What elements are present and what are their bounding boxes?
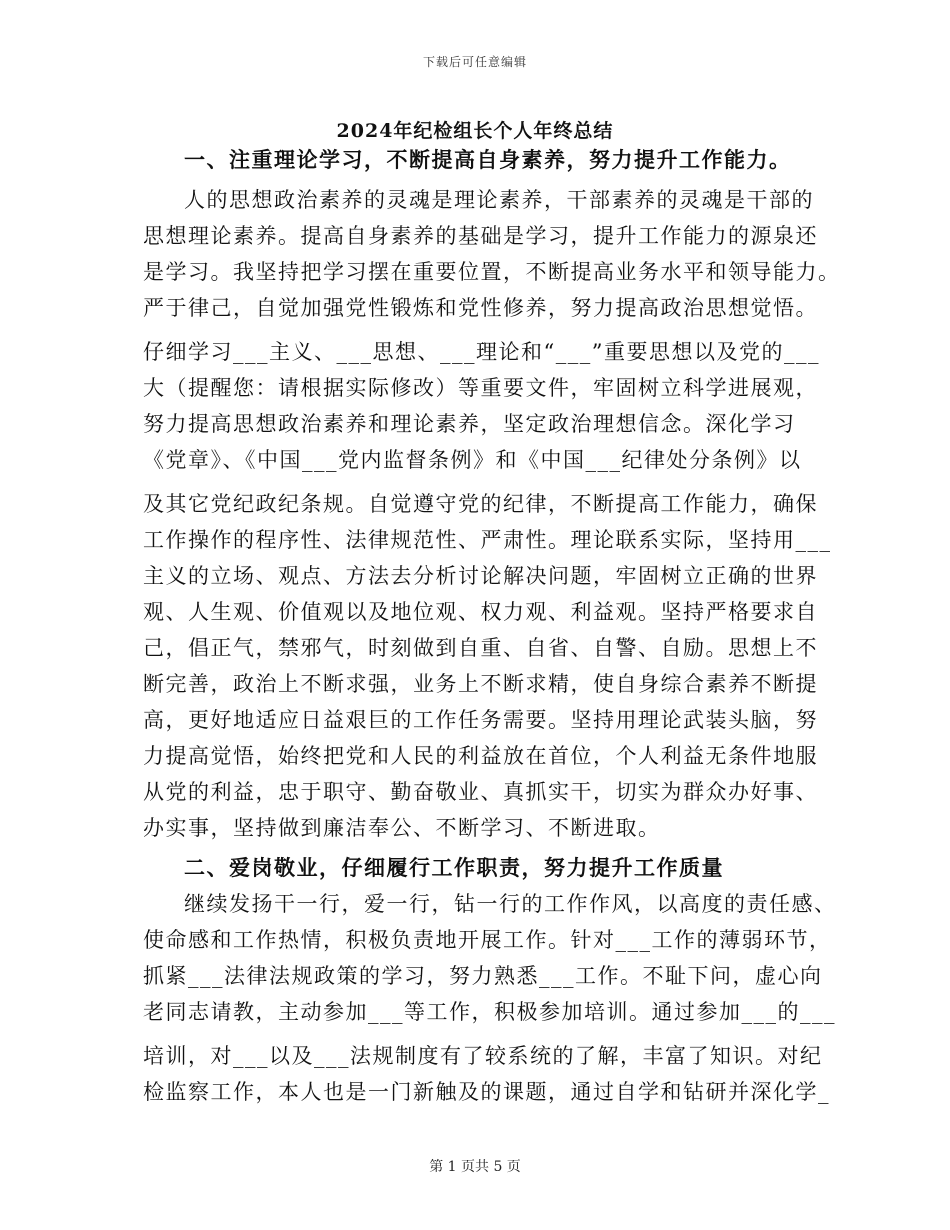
document-title: 2024年纪检组长个人年终总结 — [336, 120, 614, 142]
paragraph-line: 思想理论素养。提高自身素养的基础是学习，提升工作能力的源泉还 — [143, 224, 818, 248]
paragraph-line: 己，倡正气，禁邪气，时刻做到自重、自省、自警、自励。思想上不 — [143, 636, 818, 660]
paragraph-line: 仔细学习___主义、___思想、___理论和“___”重要思想以及党的___ — [143, 340, 820, 364]
header-note: 下载后可任意编辑 — [422, 55, 527, 69]
paragraph-line: 《党章》、《中国___党内监督条例》和《中国___纪律处分条例》以 — [143, 448, 802, 472]
paragraph-line: 力提高觉悟，始终把党和人民的利益放在首位，个人利益无条件地服 — [143, 744, 818, 768]
paragraph-line: 继续发扬干一行，爱一行，钻一行的工作作风，以高度的责任感、 — [184, 892, 837, 916]
paragraph-line: 主义的立场、观点、方法去分析讨论解决问题，牢固树立正确的世界 — [143, 564, 818, 588]
paragraph-line: 高，更好地适应日益艰巨的工作任务需要。坚持用理论武装头脑，努 — [143, 708, 818, 732]
paragraph-line: 人的思想政治素养的灵魂是理论素养，干部素养的灵魂是干部的 — [184, 188, 814, 212]
paragraph-line: 抓紧___法律法规政策的学习，努力熟悉___工作。不耻下问，虚心向 — [143, 964, 823, 988]
paragraph-line: 办实事，坚持做到廉洁奉公、不断学习、不断进取。 — [143, 816, 661, 840]
paragraph-line: 老同志请教，主动参加___等工作，积极参加培训。通过参加___的___ — [143, 1000, 836, 1024]
paragraph-line: 培训，对___以及___法规制度有了较系统的了解，丰富了知识。对纪 — [143, 1044, 823, 1068]
paragraph-line: 大（提醒您：请根据实际修改）等重要文件，牢固树立科学进展观， — [143, 376, 818, 400]
paragraph-line: 检监察工作，本人也是一门新触及的课题，通过自学和钻研并深化学_ — [143, 1080, 830, 1104]
paragraph-line: 是学习。我坚持把学习摆在重要位置，不断提高业务水平和领导能力。 — [143, 260, 841, 284]
paragraph-line: 观、人生观、价值观以及地位观、权力观、利益观。坚持严格要求自 — [143, 600, 818, 624]
paragraph-line: 及其它党纪政纪条规。自觉遵守党的纪律，不断提高工作能力，确保 — [143, 492, 818, 516]
paragraph-line: 工作操作的程序性、法律规范性、严肃性。理论联系实际，坚持用___ — [143, 528, 832, 552]
paragraph-line: 严于律己，自觉加强党性锻炼和党性修养，努力提高政治思想觉悟。 — [143, 296, 818, 320]
paragraph-line: 努力提高思想政治素养和理论素养，坚定政治理想信念。深化学习 — [143, 412, 796, 436]
section-heading-1: 一、注重理论学习，不断提高自身素养，努力提升工作能力。 — [184, 147, 792, 172]
section-heading-2: 二、爱岗敬业，仔细履行工作职责，努力提升工作质量 — [184, 855, 724, 880]
page-number-footer: 第 1 页共 5 页 — [429, 1159, 521, 1175]
paragraph-line: 使命感和工作热情，积极负责地开展工作。针对___工作的薄弱环节， — [143, 928, 832, 952]
paragraph-line: 从党的利益，忠于职守、勤奋敬业、真抓实干，切实为群众办好事、 — [143, 780, 818, 804]
paragraph-line: 断完善，政治上不断求强，业务上不断求精，使自身综合素养不断提 — [143, 672, 818, 696]
